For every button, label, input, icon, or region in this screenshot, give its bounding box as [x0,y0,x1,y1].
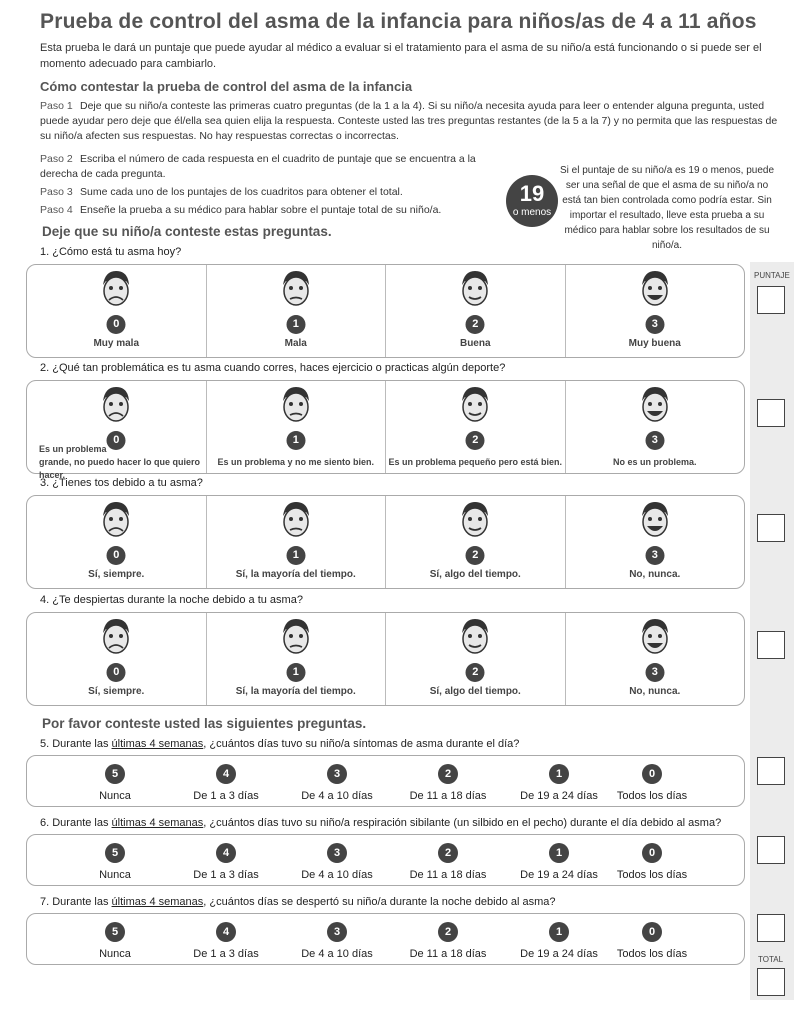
answer-option[interactable] [386,381,566,473]
sad-face-icon [97,500,135,542]
score-badge: 1 [286,546,305,565]
answer-label: Todos los días [616,790,688,802]
question-1-options [26,264,745,358]
answer-label: Muy buena [628,338,681,349]
step-3 [40,185,403,200]
smile-face-icon [456,617,494,659]
answer-label: No, nunca. [629,569,681,580]
answer-option[interactable] [207,613,387,705]
score-badge: 3 [327,764,347,784]
step-label: Paso 1 [40,100,73,112]
answer-label: Es un problema y no me siento bien. [217,457,375,467]
answer-option[interactable] [566,265,745,357]
smile-face-icon [456,385,494,427]
answer-option[interactable] [566,613,745,705]
score-badge: 4 [216,764,236,784]
answer-option[interactable] [171,843,281,881]
score-badge: 3 [645,315,664,334]
score-box-3[interactable] [757,514,785,542]
answer-option[interactable] [207,496,387,588]
big-smile-face-icon [636,617,674,659]
question-text: 7. Durante las [40,896,112,908]
question-3: 3. ¿Tienes tos debido a tu asma? [40,477,203,489]
answer-option[interactable] [282,922,392,960]
step-1 [40,99,780,144]
answer-option[interactable] [282,764,392,802]
big-smile-face-icon [636,385,674,427]
question-5 [40,738,519,750]
step-4 [40,203,441,218]
sad-face-icon [97,385,135,427]
score-badge: 2 [466,663,485,682]
score-box-1[interactable] [757,286,785,314]
answer-label: Sí, algo del tiempo. [429,569,521,580]
score-badge: 1 [549,843,569,863]
answer-label: Sí, siempre. [88,686,145,697]
child-section-title: Deje que su niño/a conteste estas preguntas. [42,224,332,239]
step-label: Paso 2 [40,153,73,165]
threshold-sub: o menos [512,207,552,218]
score-badge: 4 [216,922,236,942]
score-badge: 1 [549,922,569,942]
question-7 [40,896,556,908]
question-emphasis: últimas 4 semanas [111,817,204,829]
threshold-note: Si el puntaje de su niño/a es 19 o menos, puede ser una señal de que el asma de su niño/a no está tan bien controlada como podría estar. Sin importar el resultado, lleve esta prueba a su médico para hablar sobre los resultados de su niño/a. [559,165,775,251]
answer-option[interactable] [566,381,745,473]
question-7-options [26,913,745,965]
answer-option[interactable] [60,764,170,802]
question-text: , ¿cuántos días tuvo su niño/a síntomas de asma durante el día? [203,738,520,750]
frown-face-icon [277,385,315,427]
answer-label: Sí, siempre. [88,569,145,580]
smile-face-icon [456,500,494,542]
answer-option[interactable] [27,496,207,588]
answer-label: Es un problema pequeño pero está bien. [388,457,563,467]
threshold-badge [506,175,558,227]
score-badge: 5 [105,922,125,942]
sad-face-icon [97,617,135,659]
threshold-number: 19 [519,181,545,206]
frown-face-icon [277,269,315,311]
answer-label-line1: Es un problema [39,444,107,454]
total-label: TOTAL [758,955,784,964]
score-badge: 1 [286,663,305,682]
score-badge: 0 [107,315,126,334]
puntaje-label: PUNTAJE [754,271,790,280]
answer-label: Todos los días [616,948,688,960]
score-box-total[interactable] [757,968,785,996]
answer-option[interactable] [597,764,707,802]
parent-section-title: Por favor conteste usted las siguientes preguntas. [42,716,367,731]
score-box-7[interactable] [757,914,785,942]
score-badge: 3 [327,922,347,942]
score-badge: 3 [645,546,664,565]
score-box-6[interactable] [757,836,785,864]
answer-option[interactable] [566,496,745,588]
step-text: Sume cada uno de los puntajes de los cuadritos para obtener el total. [80,186,403,198]
answer-label: Nunca [99,948,131,960]
score-badge: 3 [327,843,347,863]
question-text: 5. Durante las [40,738,112,750]
answer-option[interactable] [393,922,503,960]
instructions-title: Cómo contestar la prueba de control del asma de la infancia [40,79,413,94]
score-badge: 0 [642,922,662,942]
score-badge: 2 [438,843,458,863]
step-label: Paso 4 [40,204,73,216]
question-emphasis: últimas 4 semanas [111,738,204,750]
score-badge: 4 [216,843,236,863]
answer-label: De 1 a 3 días [193,790,259,802]
score-box-5[interactable] [757,757,785,785]
answer-option[interactable] [386,496,566,588]
score-badge: 2 [438,764,458,784]
answer-option[interactable] [386,265,566,357]
question-5-options [26,755,745,807]
answer-label-line2: grande, no puedo hacer lo que quiero hacer. [39,457,201,480]
answer-option[interactable] [393,764,503,802]
answer-label: Buena [459,338,491,349]
question-6-options [26,834,745,886]
answer-label: De 19 a 24 días [520,790,598,802]
sad-face-icon [97,269,135,311]
answer-option[interactable] [207,381,387,473]
score-badge: 3 [645,431,664,450]
score-badge: 0 [642,764,662,784]
score-badge: 2 [466,431,485,450]
answer-option[interactable] [60,843,170,881]
answer-label: Nunca [99,869,131,881]
answer-option[interactable] [393,843,503,881]
answer-label: De 11 a 18 días [409,948,487,960]
question-2: 2. ¿Qué tan problemática es tu asma cuando corres, haces ejercicio o practicas algún deporte? [40,362,506,374]
frown-face-icon [277,617,315,659]
answer-option[interactable] [386,613,566,705]
score-badge: 2 [438,922,458,942]
score-badge: 2 [466,546,485,565]
frown-face-icon [277,500,315,542]
answer-label: De 1 a 3 días [193,948,259,960]
answer-label: Sí, la mayoría del tiempo. [235,686,356,697]
answer-option[interactable] [27,265,207,357]
answer-label: Mala [284,338,307,349]
answer-label: No es un problema. [612,457,697,467]
answer-label: Sí, la mayoría del tiempo. [235,569,356,580]
answer-label: De 1 a 3 días [193,869,259,881]
score-badge: 1 [286,431,305,450]
answer-option[interactable] [207,265,387,357]
answer-label: Sí, algo del tiempo. [429,686,521,697]
step-text: Escriba el número de cada respuesta en el cuadrito de puntaje que se encuentra a la derecha de cada pregunta. [40,153,476,180]
question-6 [40,817,721,829]
question-2-options [26,380,745,480]
score-badge: 3 [645,663,664,682]
question-text: , ¿cuántos días tuvo su niño/a respiración sibilante (un silbido en el pecho) durante el día debido al asma? [203,817,722,829]
question-text: , ¿cuántos días se despertó su niño/a durante la noche debido al asma? [203,896,556,908]
step-2 [40,152,500,182]
score-badge: 2 [466,315,485,334]
page-title: Prueba de control del asma de la infancia para niños/as de 4 a 11 años [40,10,757,33]
step-text: Enseñe la prueba a su médico para hablar sobre el puntaje total de su niño/a. [80,204,442,216]
score-badge: 0 [107,663,126,682]
question-4: 4. ¿Te despiertas durante la noche debido a tu asma? [40,594,303,606]
score-badge: 1 [549,764,569,784]
big-smile-face-icon [636,269,674,311]
answer-label: De 4 a 10 días [301,869,373,881]
score-badge: 5 [105,843,125,863]
answer-option[interactable] [282,843,392,881]
smile-face-icon [456,269,494,311]
question-4-options [26,612,745,706]
score-badge: 0 [107,431,126,450]
answer-option[interactable] [27,381,207,480]
answer-option[interactable] [171,764,281,802]
question-emphasis: últimas 4 semanas [111,896,204,908]
big-smile-face-icon [636,500,674,542]
answer-label: Todos los días [616,869,688,881]
answer-option[interactable] [27,613,207,705]
score-box-2[interactable] [757,399,785,427]
answer-label: De 11 a 18 días [409,790,487,802]
score-badge: 1 [286,315,305,334]
intro-text: Esta prueba le dará un puntaje que puede ayudar al médico a evaluar si el tratamiento para el asma de su niño/a está funcionando o si puede ser el momento adecuado para cambiarlo. [40,42,762,70]
answer-label: Muy mala [93,338,140,349]
answer-label: De 19 a 24 días [520,869,598,881]
answer-label: No, nunca. [629,686,681,697]
score-badge: 0 [107,546,126,565]
answer-label: De 4 a 10 días [301,790,373,802]
answer-label: Nunca [99,790,131,802]
score-box-4[interactable] [757,631,785,659]
answer-label: De 19 a 24 días [520,948,598,960]
answer-option[interactable] [60,922,170,960]
question-text: 6. Durante las [40,817,112,829]
answer-label: De 11 a 18 días [409,869,487,881]
answer-option[interactable] [597,843,707,881]
step-text: Deje que su niño/a conteste las primeras cuatro preguntas (de la 1 a la 4). Si su niño/a necesita ayuda para leer o entender alguna pregunta, usted puede ayudar pero deje que él/ella sea quien elija la respuesta. Conteste usted las tres preguntas restantes (de la 5 a la 7) y no permita que las respuestas de su niño/a afecten sus respuestas. No hay respuestas correctas o incorrectas. [40,100,778,142]
question-3-options [26,495,745,589]
score-badge: 5 [105,764,125,784]
question-1: 1. ¿Cómo está tu asma hoy? [40,246,182,258]
step-label: Paso 3 [40,186,73,198]
score-badge: 0 [642,843,662,863]
answer-label: De 4 a 10 días [301,948,373,960]
answer-option[interactable] [597,922,707,960]
answer-option[interactable] [171,922,281,960]
